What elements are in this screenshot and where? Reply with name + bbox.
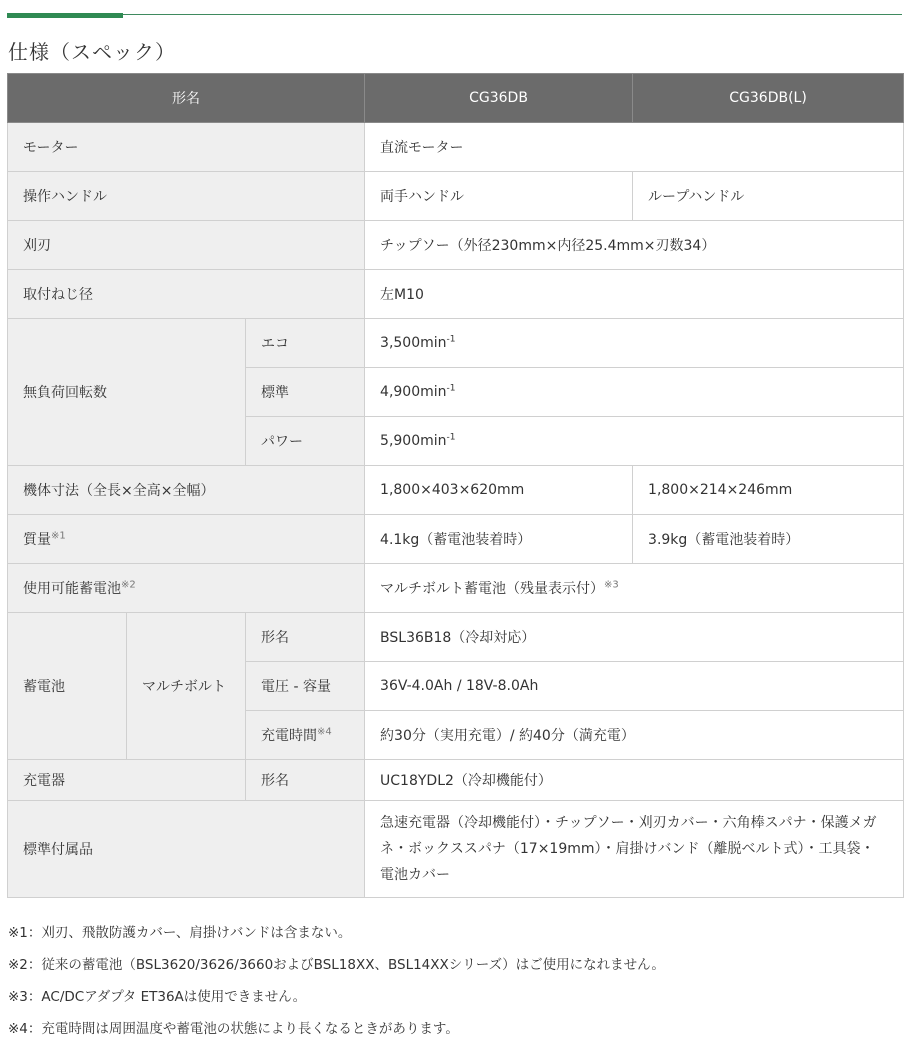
footnote: ※4：充電時間は周囲温度や蓄電池の状態により長くなるときがあります。	[8, 1021, 459, 1037]
footnote: ※3：AC/DCアダプタ ET36Aは使用できません。	[8, 989, 307, 1005]
row-sublabel: 形名	[246, 613, 365, 662]
row-label: 取付ねじ径	[8, 270, 365, 319]
row-value: チップソー（外径230mm×内径25.4mm×刃数34）	[365, 221, 904, 270]
row-sublabel: 電圧 - 容量	[246, 662, 365, 711]
row-sublabel: 標準	[246, 368, 365, 417]
row-sublabel: 形名	[246, 760, 365, 801]
row-value: 左M10	[365, 270, 904, 319]
header-model-label: 形名	[8, 74, 365, 123]
row-sublabel: パワー	[246, 417, 365, 466]
table-header-row	[8, 74, 904, 123]
row-label: 蓄電池	[8, 613, 127, 760]
row-label: 標準付属品	[8, 801, 365, 898]
table-row	[8, 221, 904, 270]
footnote: ※2：従来の蓄電池（BSL3620/3626/3660およびBSL18XX、BSL14XXシリーズ）はご使用になれません。	[8, 957, 665, 973]
row-value: 3.9kg（蓄電池装着時）	[633, 515, 904, 564]
row-label: 操作ハンドル	[8, 172, 365, 221]
table-row	[8, 123, 904, 172]
row-value: 約30分（実用充電）/ 約40分（満充電）	[365, 711, 904, 760]
header-model-b: CG36DB(L)	[633, 74, 904, 123]
table-row	[8, 270, 904, 319]
row-label: 使用可能蓄電池$^{※2}$	[8, 564, 365, 613]
row-value: 1,800×403×620mm	[365, 466, 633, 515]
table-row	[8, 466, 904, 515]
header-model-a: CG36DB	[365, 74, 633, 123]
table-row	[8, 760, 904, 801]
table-row	[8, 515, 904, 564]
row-value: 4.1kg（蓄電池装着時）	[365, 515, 633, 564]
row-value: $5,900\min^{-1}$	[365, 417, 904, 466]
page-title: 仕様（スペック）	[8, 40, 176, 64]
table-row	[8, 564, 904, 613]
table-row	[8, 801, 904, 898]
row-label: 刈刃	[8, 221, 365, 270]
row-value: 36V-4.0Ah / 18V-8.0Ah	[365, 662, 904, 711]
row-label: 機体寸法（全長×全高×全幅）	[8, 466, 365, 515]
row-value: $4,900\min^{-1}$	[365, 368, 904, 417]
row-value: 1,800×214×246mm	[633, 466, 904, 515]
row-sublabel: 充電時間$^{※4}$	[246, 711, 365, 760]
row-value: $3,500\min^{-1}$	[365, 319, 904, 368]
top-divider	[7, 14, 902, 15]
row-label: モーター	[8, 123, 365, 172]
table-row	[8, 319, 904, 368]
row-label: 充電器	[8, 760, 246, 801]
top-accent-bar	[7, 13, 123, 18]
footnotes	[8, 920, 665, 1048]
row-label: 無負荷回転数	[8, 319, 246, 466]
table-row	[8, 172, 904, 221]
footnote: ※1：刈刃、飛散防護カバー、肩掛けバンドは含まない。	[8, 925, 352, 941]
row-label: 質量$^{※1}$	[8, 515, 365, 564]
row-value: BSL36B18（冷却対応）	[365, 613, 904, 662]
table-row	[8, 613, 904, 662]
spec-table	[7, 73, 904, 898]
row-sublabel: マルチボルト	[127, 613, 246, 760]
row-sublabel: エコ	[246, 319, 365, 368]
row-value: マルチボルト蓄電池（残量表示付）$^{※3}$	[365, 564, 904, 613]
row-value: 急速充電器（冷却機能付）・チップソー・刈刃カバー・六角棒スパナ・保護メガネ・ボックススパナ（17×19mm）・肩掛けバンド（離脱ベルト式）・工具袋・電池カバー	[365, 801, 904, 898]
row-value: ループハンドル	[633, 172, 904, 221]
row-value: 両手ハンドル	[365, 172, 633, 221]
row-value: UC18YDL2（冷却機能付）	[365, 760, 904, 801]
row-value: 直流モーター	[365, 123, 904, 172]
